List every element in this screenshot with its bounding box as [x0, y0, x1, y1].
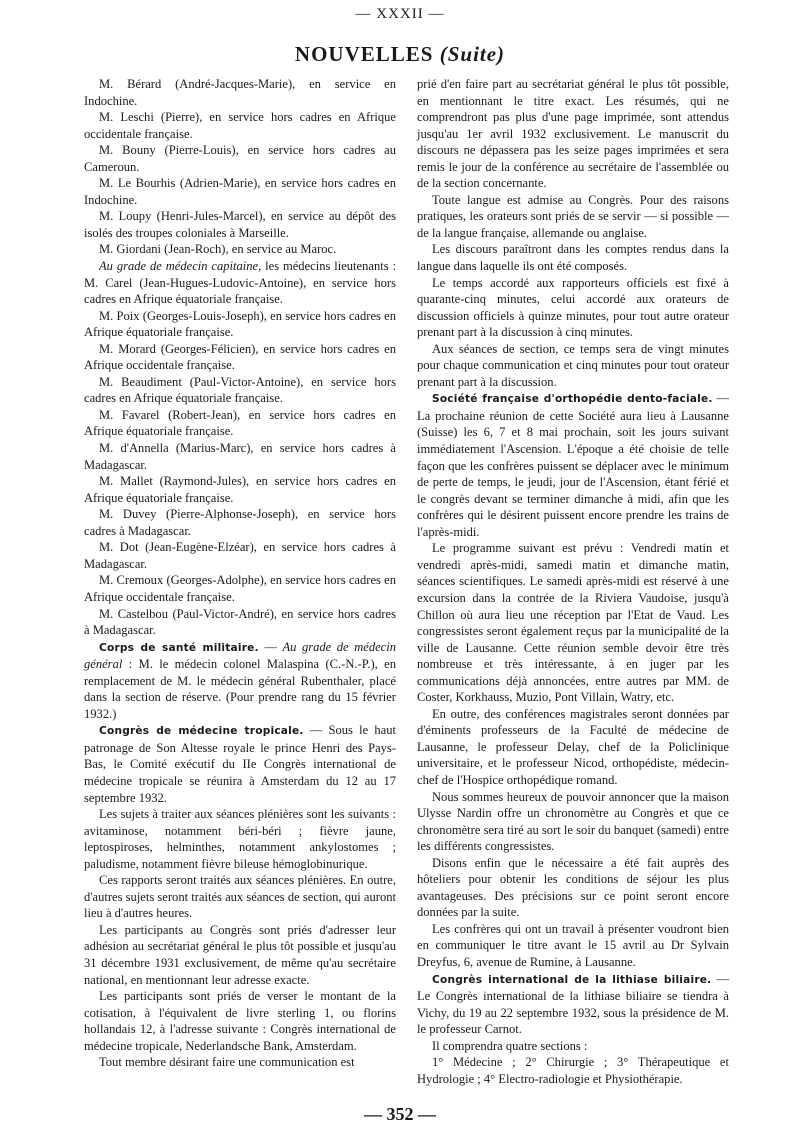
paragraph-tropicale — [84, 722, 396, 806]
paragraph: M. Loupy (Henri-Jules-Marcel), en service au dépôt des isolés des troupes coloniales à Marseille. — [84, 209, 396, 240]
section-title — [0, 42, 800, 67]
paragraph: M. Bérard (André-Jacques-Marie), en service en Indochine. — [84, 77, 396, 108]
right-column — [417, 76, 729, 1087]
paragraph: M. Bouny (Pierre-Louis), en service hors cadres au Cameroun. — [84, 143, 396, 174]
paragraph: M. Duvey (Pierre-Alphonse-Joseph), en service hors cadres à Madagascar. — [84, 507, 396, 538]
paragraph-capitaine — [84, 258, 396, 308]
paragraph-text: les médecins lieutenants : M. Carel (Jean-Hugues-Ludovic-Antoine), en service hors cadres en Afrique équatoriale française. — [84, 259, 396, 307]
paragraph: Toute langue est admise au Congrès. Pour des raisons pratiques, les orateurs sont priés de se servir — si possible — de la langue française, allemande ou anglaise. — [417, 192, 729, 240]
news-heading-sante: Corps de santé militaire. — [99, 641, 259, 654]
paragraph: Les sujets à traiter aux séances plénières sont les suivants : avitaminose, notamment béri-béri ; fièvre jaune, leptospiroses, helminthes, notamment ankylostomes ; paludisme, notamment fièvre bileuse hémoglobinurique. — [84, 807, 396, 871]
paragraph-lithiase — [417, 971, 729, 1038]
page-number: — 352 — — [364, 1104, 436, 1124]
paragraph: Il comprendra quatre sections : — [432, 1038, 588, 1053]
paragraph: M. Leschi (Pierre), en service hors cadres en Afrique occidentale française. — [84, 110, 396, 141]
section-title-main: NOUVELLES — [294, 42, 434, 66]
paragraph: prié d'en faire part au secrétariat général le plus tôt possible, en mentionnant le titre exact. Les résumés, qui ne comprendront pas plus d'une page imprimée, sont attendus jusqu'au 1er avril 1932 exclusivement. Le manuscrit du discours ne dépassera pas les seize pages imprimées et sera remis le jour de la conférence au secrétaire de l'assemblée ou de la section concernante. — [417, 77, 729, 191]
paragraph: M. d'Annella (Marius-Marc), en service hors cadres à Madagascar. — [84, 441, 396, 472]
paragraph: M. Giordani (Jean-Roch), en service au Maroc. — [99, 242, 337, 257]
paragraph: Le temps accordé aux rapporteurs officiels est fixé à quarante-cinq minutes, celui accordé aux orateurs de discussion officiels à quinze minutes, pour tout autre orateur prenant part à la discussion à cinq minutes. — [417, 275, 729, 340]
paragraph: M. Morard (Georges-Félicien), en service hors cadres en Afrique occidentale française. — [84, 341, 396, 373]
paragraph-sante — [84, 639, 396, 723]
paragraph: M. Castelbou (Paul-Victor-André), en service hors cadres à Madagascar. — [84, 606, 396, 638]
paragraph: M. Beaudiment (Paul-Victor-Antoine), en service hors cadres en Afrique équatoriale française. — [84, 374, 396, 406]
paragraph: Aux séances de section, ce temps sera de vingt minutes pour chaque communication et cinq minutes pour tout orateur prenant part à la discussion. — [417, 341, 729, 389]
paragraph: M. Mallet (Raymond-Jules), en service hors cadres en Afrique équatoriale française. — [84, 474, 396, 505]
roman-folio: — XXXII — — [355, 6, 445, 22]
news-heading-orthopedie: Société française d'orthopédie dento-faciale. — [432, 393, 713, 406]
paragraph: 1° Médecine ; 2° Chirurgie ; 3° Thérapeutique et Hydrologie ; 4° Electro-radiologie et Physiothérapie. — [417, 1055, 729, 1086]
paragraph-orthopedie — [417, 390, 729, 540]
paragraph: Ces rapports seront traités aux séances plénières. En outre, d'autres sujets seront traités aux séances de section, qui auront lieu à d'autres heures. — [84, 873, 396, 921]
paragraph: M. Favarel (Robert-Jean), en service hors cadres en Afrique équatoriale française. — [84, 407, 396, 439]
paragraph: M. Poix (Georges-Louis-Joseph), en service hors cadres en Afrique équatoriale française. — [84, 308, 396, 340]
paragraph-text: — Le Congrès international de la lithiase biliaire se tiendra à Vichy, du 19 au 22 septembre 1932, sous la présidence de M. le professeur Carnot. — [417, 971, 730, 1037]
paragraph: M. Cremoux (Georges-Adolphe), en service hors cadres en Afrique occidentale française. — [84, 573, 396, 604]
section-title-suffix: (Suite) — [439, 42, 506, 66]
rank-heading: Au grade de médecin général — [84, 639, 396, 672]
paragraph: Les confrères qui ont un travail à présenter voudront bien en communiquer le titre avant le 15 avril au Dr Sylvain Dreyfus, 6, avenue de Rumine, à Lausanne. — [417, 921, 729, 969]
paragraph: Le programme suivant est prévu : Vendredi matin et vendredi après-midi, samedi matin et dimanche matin, séances scientifiques. Le samedi après-midi est réservé à une excursion dans la contrée de la Riviera Vaudoise, jusqu'à Chillon où aura lieu une réception par l'Etat de Vaud. Les congressistes seront également reçus par la municipalité de la ville de Lausanne. Cette réunion semble devoir être très nombreuse et très intéressante, à en juger par les communications déjà annoncées, entre autres par MM. de Coster, Korkhauss, Muzio, Pont Villain, Watry, etc. — [417, 541, 729, 705]
paragraph: Disons enfin que le nécessaire a été fait auprès des hôteliers pour obtenir les conditions de séjour les plus avantageuses. Des précisions sur ce point seront encore données par la suite. — [417, 855, 729, 920]
paragraph: Nous sommes heureux de pouvoir annoncer que la maison Ulysse Nardin offre un chronomètre au Congrès et que ce chronomètre sera tiré au sort le soir du banquet (samedi) entre les différents congressistes. — [417, 789, 729, 854]
rank-heading: Au grade de médecin capitaine, — [99, 259, 262, 274]
news-heading-lithiase: Congrès international de la lithiase biliaire. — [432, 973, 712, 986]
paragraph-text: — — [258, 639, 283, 654]
paragraph: Tout membre désirant faire une communication est — [99, 1055, 355, 1070]
paragraph: Les participants au Congrès sont priés d'adresser leur adhésion au secrétariat général le plus tôt possible et jusqu'au 31 décembre 1931 exclusivement, de même qu'au secrétaire national, en mentionnant leur adresse exacte. — [84, 922, 396, 987]
paragraph: Les discours paraîtront dans les comptes rendus dans la langue dans laquelle ils ont été composés. — [417, 242, 729, 274]
paragraph: M. Le Bourhis (Adrien-Marie), en service hors cadres en Indochine. — [84, 176, 396, 207]
paragraph: En outre, des conférences magistrales seront données par d'éminents professeurs de la Faculté de médecine de Lausanne, le professeur Delay, chef de la Policlinique universitaire, et le professeur Nicod, orthopédiste, médecin-chef de l'Hospice orthopédique romand. — [417, 706, 729, 787]
paragraph: M. Dot (Jean-Eugène-Elzéar), en service hors cadres à Madagascar. — [84, 540, 396, 571]
paragraph-text: : M. le médecin colonel Malaspina (C.-N.-P.), en remplacement de M. le médecin général Rubenthaler, placé dans la section de réserve. (Pour prendre rang du 15 février 1932.) — [84, 657, 396, 721]
news-heading-tropicale: Congrès de médecine tropicale. — [99, 725, 304, 738]
left-column — [84, 76, 396, 1071]
paragraph-text: — Sous le haut patronage de Son Altesse royale le prince Henri des Pays-Bas, le Comité exécutif du IIe Congrès international de médecine tropicale se réunira à Amsterdam du 12 au 17 septembre 1932. — [84, 723, 396, 805]
paragraph: Les participants sont priés de verser le montant de la cotisation, à l'équivalent de livre sterling 1, ou florins hollandais 12, à l'adresse suivante : Congrès international de médecine tropicale, Nederlandsche Bank, Amsterdam. — [84, 989, 396, 1053]
paragraph-text: — La prochaine réunion de cette Société aura lieu à Lausanne (Suisse) les 6, 7 et 8 mai prochain, soit les jours suivant immédiatement l'Ascension. L'époque a été choisie de telle façon que les confrères puissent se déplacer avec le minimum de perte de temps, le jeudi, jour de l'Ascension, étant férié et le congrès devant se terminer dimanche à midi, afin que les confrères qui le désirent puissent encore prendre les trains de l'après-midi. — [417, 391, 729, 539]
